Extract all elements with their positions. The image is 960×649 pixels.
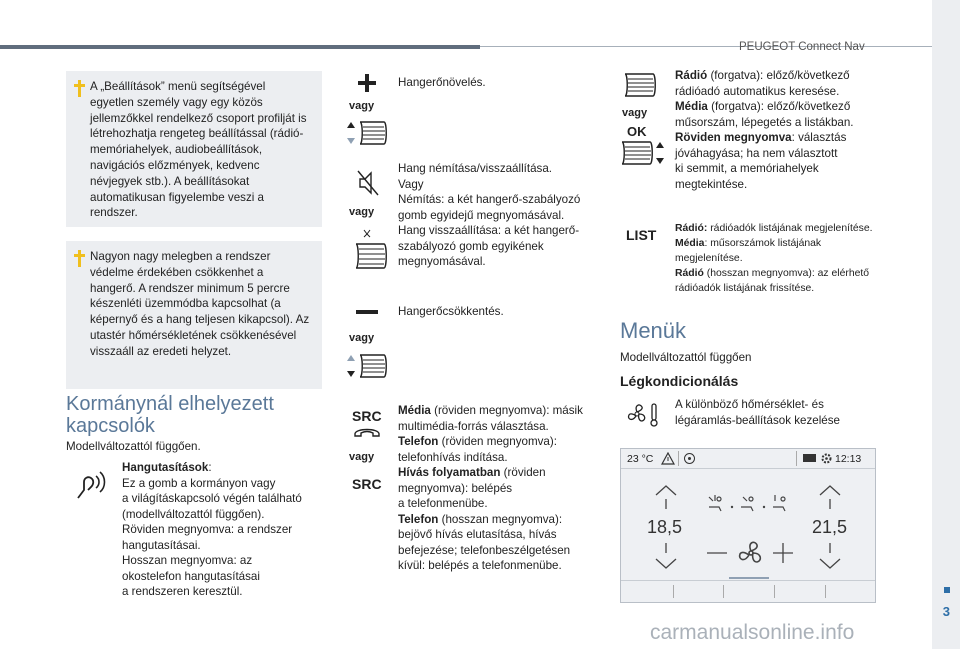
scroll-wheel-down-icon [346, 353, 388, 379]
warning-icon [661, 452, 675, 465]
scroll-wheel-up-icon [346, 120, 388, 146]
page-indicator [729, 577, 769, 579]
ok-label: OK [627, 124, 647, 139]
mute-icon [357, 170, 379, 196]
screen-tab-bar [621, 580, 875, 602]
outside-temperature: 23 °C [627, 453, 654, 465]
menus-note: Modellváltozattól függően [620, 351, 752, 364]
src-label: SRC [352, 476, 382, 492]
or-label: vagy [349, 332, 375, 344]
model-note: Modellváltozattól függően. [66, 440, 201, 453]
scroll-wheel-icon [623, 72, 659, 98]
list-text: Rádió: rádióadók listájának megjelenítése. Média: műsorszámok listájának megjelenítése. Rádió (hosszan megnyomva): az elérhető rádióadók listájának frissítése. [675, 223, 873, 294]
ac-title: Légkondicionálás [620, 373, 739, 389]
note-text: A „Beállítások” menü segítségével egyetlen személy vagy egy közös jellemzőkkel rendelkező csoport profilját is létrehozhatja rengeteg beállítással (rádió-memóriahelyek, audiobeállítások, navigációs előzmények, kedvenc névjegyek stb.). A beállításokat automatikusan figyelembe veszi a rendszer. [90, 80, 307, 220]
right-temperature[interactable]: 21,5 [812, 517, 848, 537]
airflow-direction-icons[interactable] [705, 493, 797, 515]
ac-text: A különböző hőmérséklet- és légáramlás-beállítások kezelése [675, 398, 840, 427]
header-rule [0, 45, 480, 49]
minus-icon [356, 309, 378, 315]
header-title: PEUGEOT Connect Nav [739, 41, 865, 53]
info-note-heat [66, 241, 322, 389]
page-side-strip [932, 0, 960, 649]
or-label: vagy [349, 100, 375, 112]
info-note-profiles [66, 71, 322, 227]
volume-up-text: Hangerőnövelés. [398, 76, 486, 89]
fan-temperature-icon [626, 400, 660, 428]
scroll-wheel-ok-icon [620, 140, 666, 166]
src-text: Média (röviden megnyomva): másik multimédia-forrás választása. Telefon (röviden megnyomva): telefonhívás indítása. Hívás folyamatban (röviden megnyomva): belépés a telefonmenübe. Telefon (hosszan megnyomva): bejövő hívás elutasítása, hívás befejezése; telefonbeszélgetésen kívül: belépés a telefonmenübe. [398, 404, 587, 572]
left-temperature[interactable]: 18,5 [647, 517, 683, 537]
or-label: vagy [349, 451, 375, 463]
screen-icon[interactable] [802, 453, 817, 464]
section-title-menus: Menük [620, 318, 687, 343]
info-icon [78, 250, 81, 267]
fan-speed-controls[interactable] [705, 539, 797, 567]
section-title-steering: Kormánynál elhelyezett kapcsolók [66, 393, 274, 437]
scroll-wheel-press-icon [354, 228, 390, 270]
info-icon [78, 80, 81, 97]
voice-command-text: Hangutasítások: Ez a gomb a kormányon vagy a világításkapcsoló végén található (modellváltozattól függően). Röviden megnyomva: a rendszer hangutasításai. Hosszan megnyomva: az okostelefon hangutasításai a rendszeren keresztül. [122, 461, 302, 598]
continue-marker [944, 587, 950, 593]
note-text: Nagyon nagy melegben a rendszer védelme érdekében csökkenhet a hangerő. A rendszer minimum 5 percre készenléti üzemmódba kapcsolhat (a képernyő és a hang teljesen kikapcsol). Az utastér hőmérsékletének csökkenésével visszaáll az eredeti helyzet. [90, 250, 310, 358]
list-label: LIST [626, 227, 657, 243]
voice-command-icon [74, 470, 110, 502]
climate-screen [620, 448, 876, 603]
mute-text: Hang némítása/visszaállítása. Vagy Némítás: a két hangerő-szabályozó gomb egyidejű megnyomásával. Hang visszaállítása: a két hangerő-szabályozó gomb egyikének megnyomásával. [398, 162, 581, 268]
plus-icon [357, 73, 377, 93]
or-label: vagy [622, 107, 648, 119]
src-label: SRC [352, 408, 382, 424]
phone-icon [353, 426, 381, 438]
screen-status-bar [621, 449, 875, 469]
settings-icon[interactable] [820, 452, 833, 465]
rotary-text: Rádió (forgatva): előző/következő rádióadó automatikus keresése. Média (forgatva): előző/következő műsorszám, lépegetés a listákban. Röviden megnyomva: választás jóváhagyása; ha nem választott ki semmit, a memóriahelyek megtekintése. [675, 69, 854, 191]
or-label: vagy [349, 206, 375, 218]
clock: 12:13 [835, 453, 862, 465]
connection-icon [683, 452, 696, 465]
page-number: 3 [942, 604, 950, 619]
watermark: carmanualsonline.info [650, 621, 855, 644]
volume-down-text: Hangerőcsökkentés. [398, 305, 504, 318]
